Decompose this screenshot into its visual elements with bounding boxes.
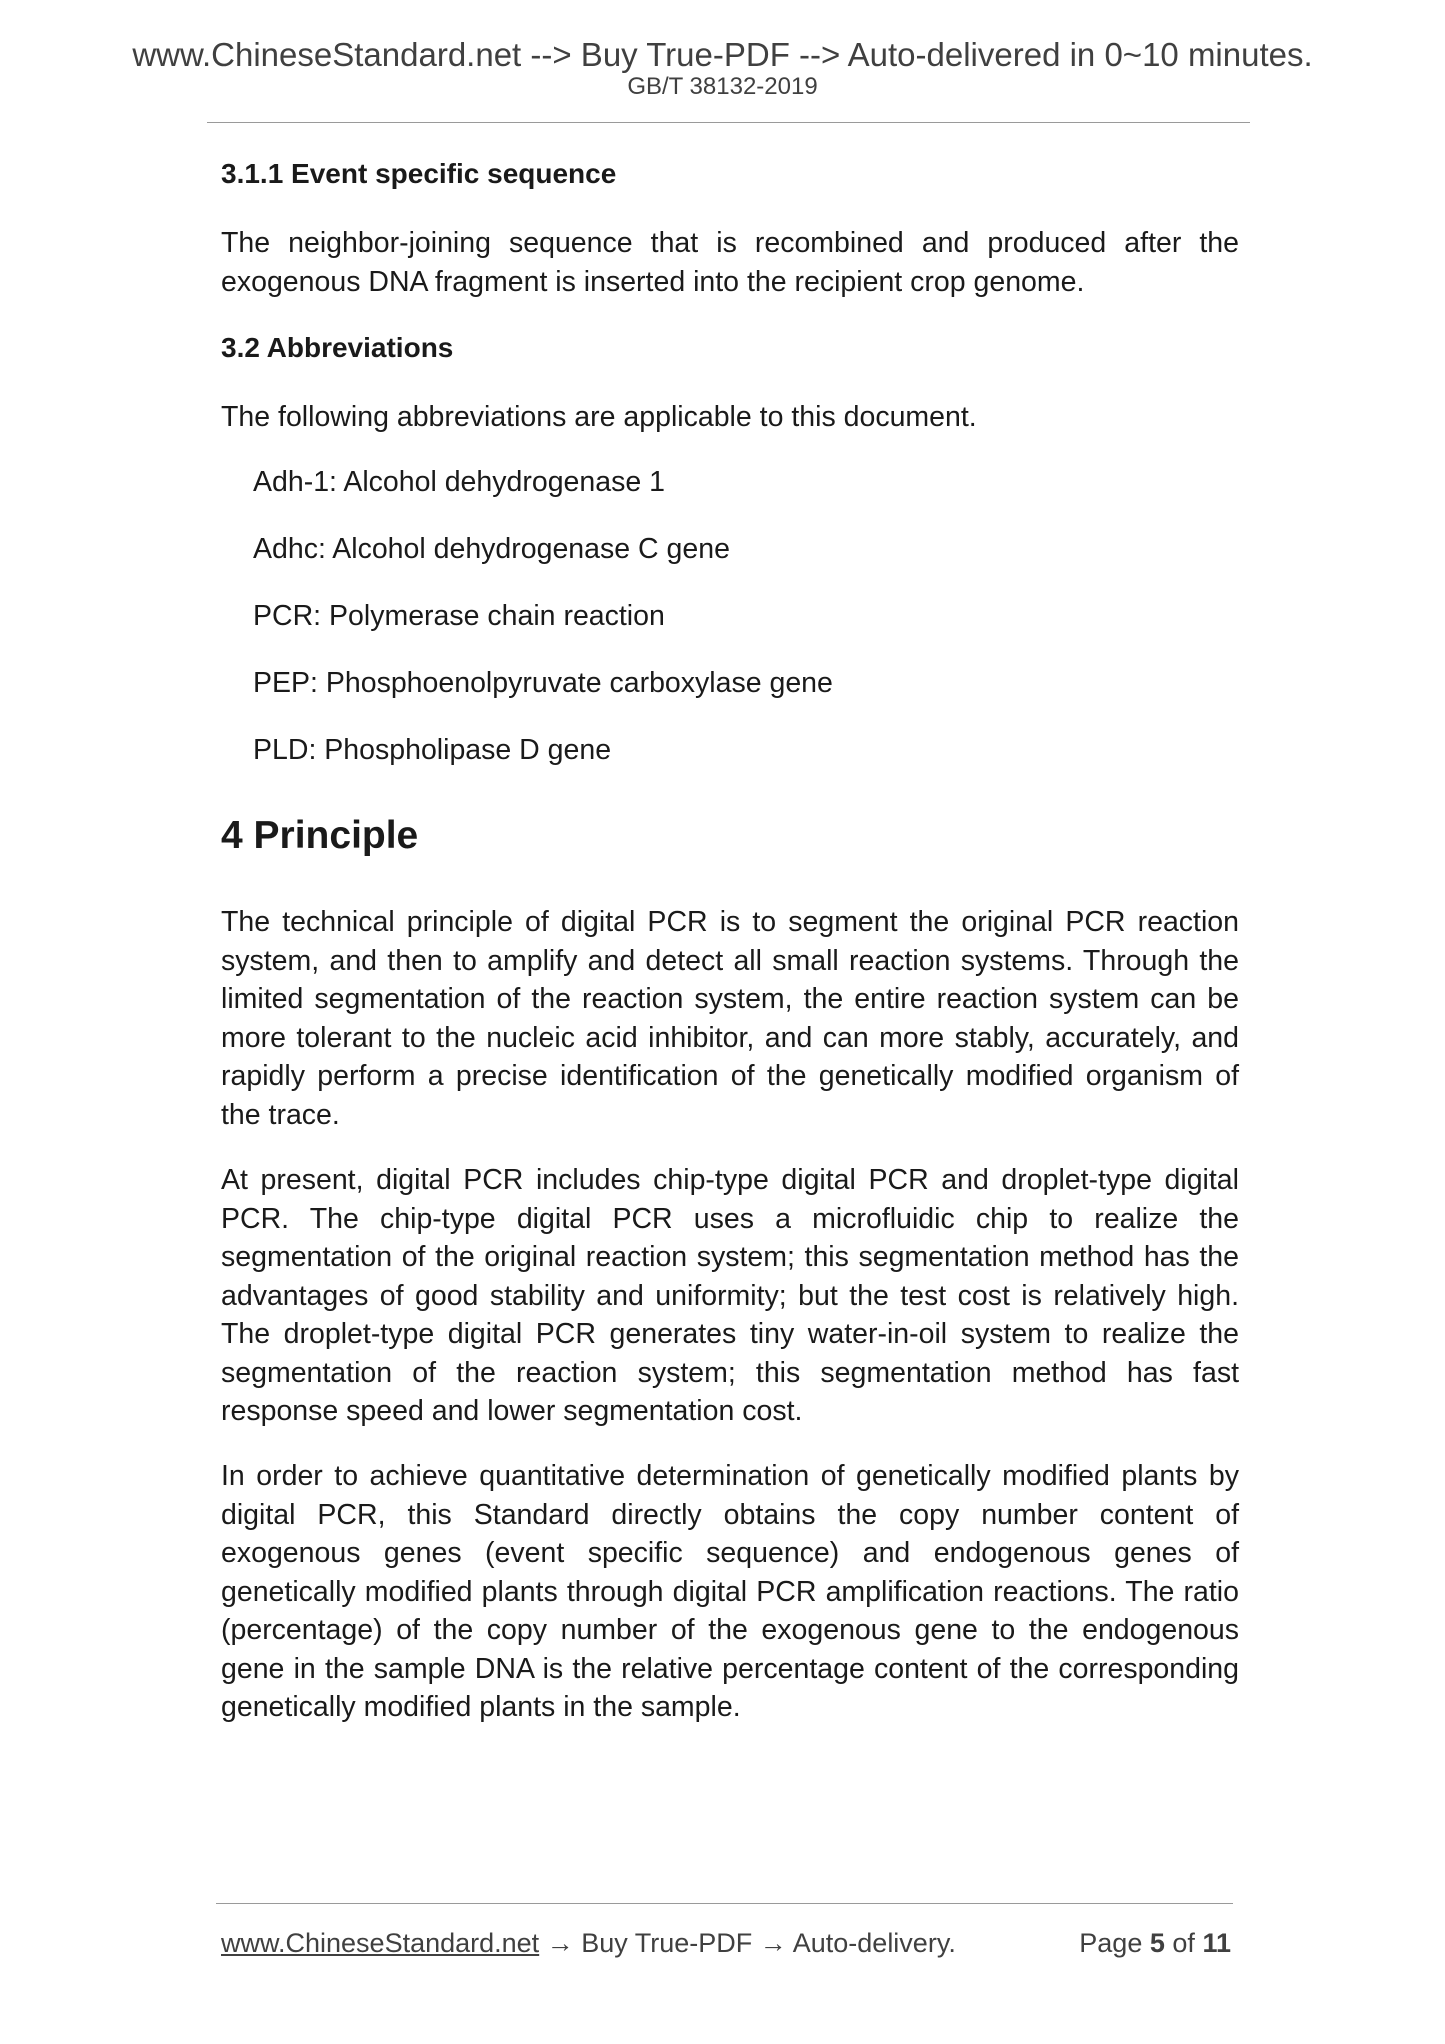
header-banner: www.ChineseStandard.net --> Buy True-PDF --> Auto-delivered in 0~10 minutes. — [132, 36, 1313, 73]
page-word: Page — [1079, 1928, 1143, 1958]
section-3-2-intro: The following abbreviations are applicable to this document. — [221, 401, 977, 433]
abbreviation-item: PLD: Phospholipase D gene — [253, 734, 612, 766]
footer-tagline: → Buy True-PDF → Auto-delivery. — [539, 1928, 956, 1958]
section-4-heading: 4 Principle — [221, 814, 419, 857]
footer-promo — [221, 1927, 956, 1959]
page-indicator — [1079, 1927, 1231, 1959]
footer-divider — [216, 1903, 1233, 1904]
section-3-1-1-text: The neighbor-joining sequence that is recombined and produced after the exogenous DNA fragment is inserted into the recipient crop genome. — [221, 227, 1239, 298]
document-code: GB/T 38132-2019 — [627, 73, 818, 100]
abbreviation-item: Adh-1: Alcohol dehydrogenase 1 — [253, 466, 665, 498]
principle-paragraph-2: At present, digital PCR includes chip-type digital PCR and droplet-type digital PCR. The chip-type digital PCR uses a microfluidic chip to realize the segmentation of the original reaction system; this segmentation method has the advantages of good stability and uniformity; but the test cost is relatively high. The droplet-type digital PCR generates tiny water-in-oil system to realize the segmentation of the reaction system; this segmentation method has fast response speed and lower segmentation cost. — [221, 1164, 1239, 1427]
abbreviation-item: PCR: Polymerase chain reaction — [253, 600, 665, 632]
header-divider — [207, 122, 1250, 123]
page-number: 5 — [1149, 1928, 1165, 1958]
section-3-1-1-heading: 3.1.1 Event specific sequence — [221, 158, 617, 189]
abbreviation-item: PEP: Phosphoenolpyruvate carboxylase gene — [253, 667, 833, 699]
of-word: of — [1172, 1928, 1195, 1958]
principle-paragraph-3: In order to achieve quantitative determination of genetically modified plants by digital PCR, this Standard directly obtains the copy number content of exogenous genes (event specific sequence) and endogenous genes of genetically modified plants through digital PCR amplification reactions. The ratio (percentage) of the copy number of the exogenous gene to the endogenous gene in the sample DNA is the relative percentage content of the corresponding genetically modified plants in the sample. — [221, 1460, 1239, 1723]
abbreviation-item: Adhc: Alcohol dehydrogenase C gene — [253, 533, 730, 565]
principle-paragraph-1: The technical principle of digital PCR is to segment the original PCR reaction system, and then to amplify and detect all small reaction systems. Through the limited segmentation of the reaction system, the entire reaction system can be more tolerant to the nucleic acid inhibitor, and can more stably, accurately, and rapidly perform a precise identification of the genetically modified organism of the trace. — [221, 906, 1239, 1131]
section-3-2-heading: 3.2 Abbreviations — [221, 332, 454, 363]
total-pages: 11 — [1202, 1928, 1231, 1958]
footer-site-link[interactable]: www.ChineseStandard.net — [221, 1928, 540, 1958]
